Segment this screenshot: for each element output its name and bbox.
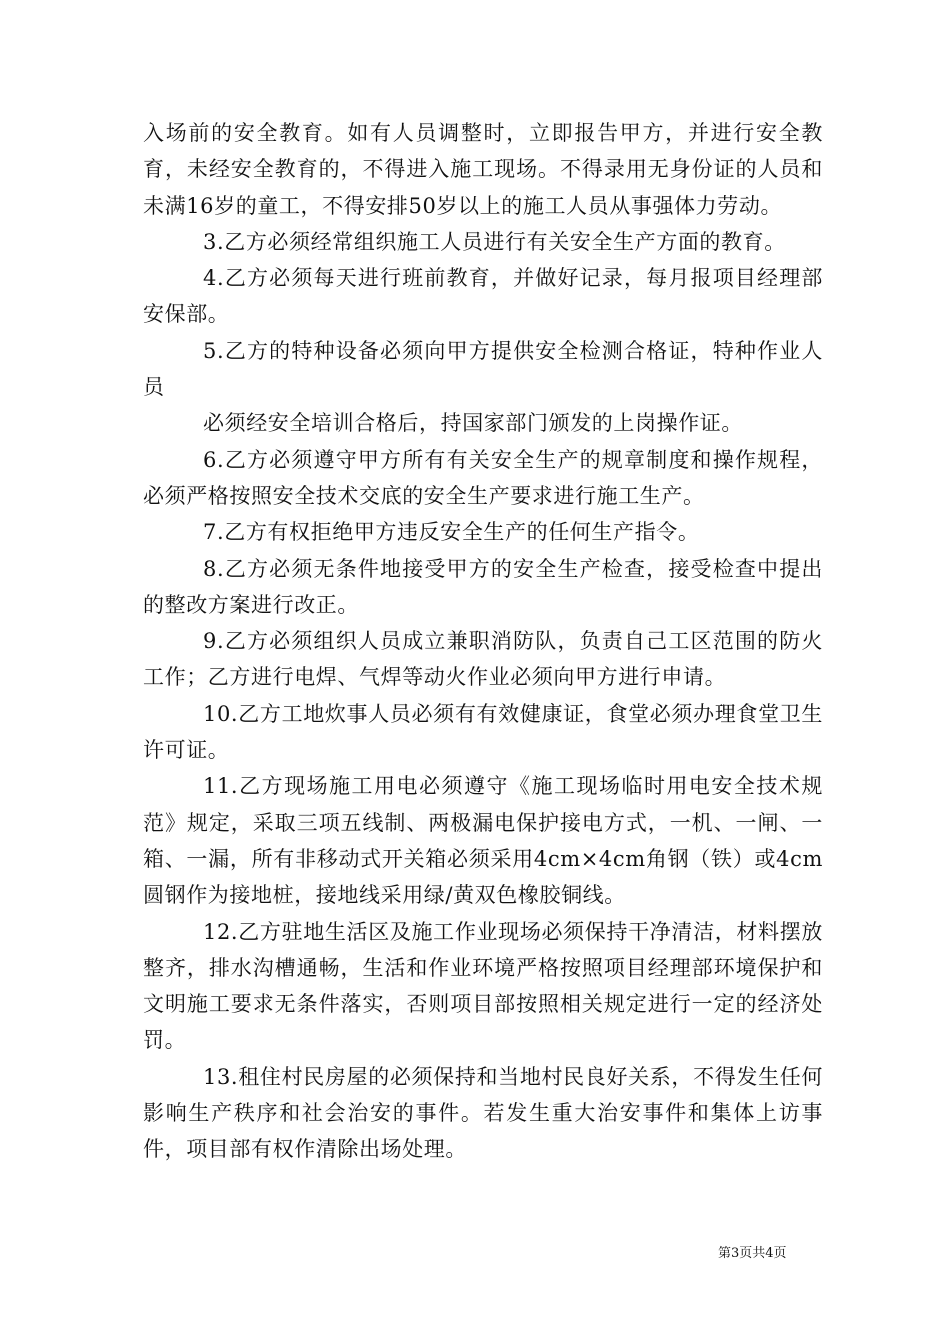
paragraph: 12.乙方驻地生活区及施工作业现场必须保持干净清洁，材料摆放整齐，排水沟槽通畅，生活和作业环境严格按照项目经理部环境保护和文明施工要求无条件落实，否则项目部按照相关规定进行一定的经济处罚。 bbox=[143, 919, 823, 1053]
paragraph: 10.乙方工地炊事人员必须有有效健康证，食堂必须办理食堂卫生许可证。 bbox=[143, 701, 823, 763]
paragraph: 4.乙方必须每天进行班前教育，并做好记录，每月报项目经理部安保部。 bbox=[143, 266, 823, 327]
paragraph: 5.乙方的特种设备必须向甲方提供安全检测合格证，特种作业人员 bbox=[143, 338, 823, 400]
paragraph: 7.乙方有权拒绝甲方违反安全生产的任何生产指令。 bbox=[203, 520, 700, 545]
paragraph: 9.乙方必须组织人员成立兼职消防队，负责自己工区范围的防火工作；乙方进行电焊、气焊等动火作业必须向甲方进行申请。 bbox=[143, 629, 823, 690]
paragraph: 必须经安全培训合格后，持国家部门颁发的上岗操作证。 bbox=[203, 411, 743, 436]
paragraph: 3.乙方必须经常组织施工人员进行有关安全生产方面的教育。 bbox=[203, 229, 786, 254]
paragraph: 6.乙方必须遵守甲方所有有关安全生产的规章制度和操作规程，必须严格按照安全技术交底的安全生产要求进行施工生产。 bbox=[143, 447, 823, 508]
paragraph: 13.租住村民房屋的必须保持和当地村民良好关系，不得发生任何影响生产秩序和社会治安的事件。若发生重大治安事件和集体上访事件，项目部有权作清除出场处理。 bbox=[143, 1064, 823, 1162]
paragraph: 8.乙方必须无条件地接受甲方的安全生产检查，接受检查中提出的整改方案进行改正。 bbox=[143, 556, 823, 617]
document-body bbox=[143, 115, 823, 1168]
page-number: 第3页共4页 bbox=[718, 1246, 787, 1261]
paragraph: 入场前的安全教育。如有人员调整时，立即报告甲方，并进行安全教育，未经安全教育的，不得进入施工现场。不得录用无身份证的人员和未满16岁的童工，不得安排50岁以上的施工人员从事强体力劳动。 bbox=[143, 121, 823, 218]
paragraph: 11.乙方现场施工用电必须遵守《施工现场临时用电安全技术规范》规定，采取三项五线制、两极漏电保护接电方式，一机、一闸、一箱、一漏，所有非移动式开关箱必须采用4cm×4cm角钢（铁）或4cm圆钢作为接地桩，接地线采用绿/黄双色橡胶铜线。 bbox=[143, 774, 823, 908]
